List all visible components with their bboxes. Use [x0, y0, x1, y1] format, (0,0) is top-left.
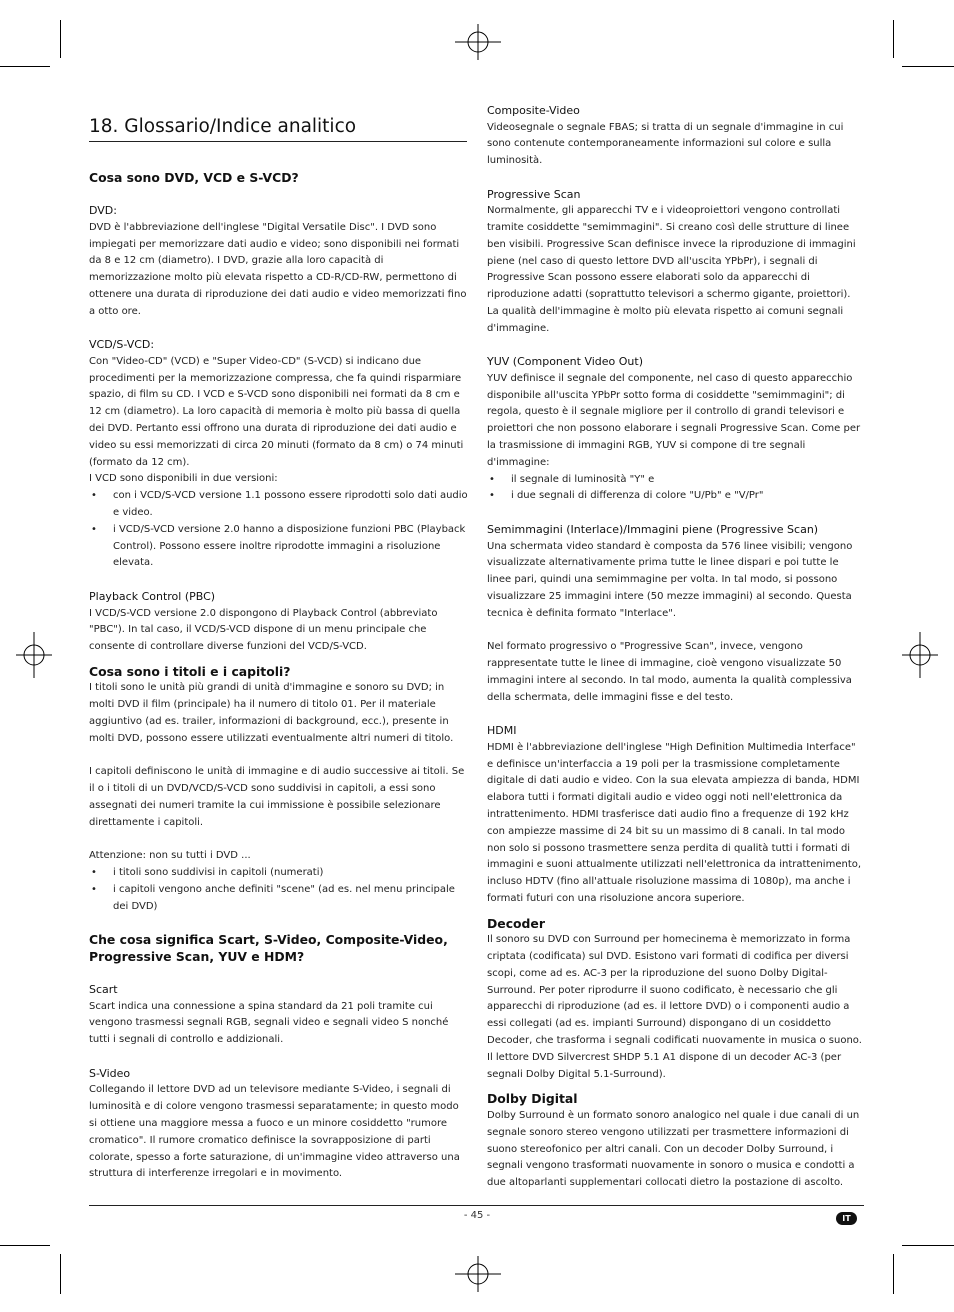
registration-mark-bottom [455, 1256, 501, 1292]
crop-mark [60, 20, 61, 58]
scart-label: Scart [89, 983, 118, 997]
svideo-label: S-Video [89, 1066, 131, 1080]
crop-mark [0, 66, 50, 67]
progressive-label: Progressive Scan [487, 187, 581, 201]
hdmi-text: HDMI è l'abbreviazione dell'inglese "High Definition Multimedia Interface" e definisce un'interfaccia a 19 poli per la trasmissione completamente digitale di dati audio e video. Con la sua elevata ampiezza di banda, HDMI elabora tutti i formati digitali audio e video oggi noti nell'elettronica da intrattenimento. HDMI trasferisce dati audio fino a frequenze di 192 kHz con ampiezze massime di 24 bit su un massimo di 8 canali. In tal modo non solo si possono trasmettere senza perdita di qualità tutti i formati di immagini e suoni attualmente utilizzati nell'elettronica da intrattenimento, incluso HDTV (fino all'attuale risoluzione massima di 1080p), ma anche i formati futuri con una risoluzione ancora superiore. [487, 741, 862, 904]
list-item: • i titoli sono suddivisi in capitoli (numerati) [89, 865, 468, 882]
dolby-text: Dolby Surround è un formato sonoro analogico nel quale i due canali di un segnale sonoro stereo vengono utilizzati per trasmettere informazioni di suono stereofonico per altri canali. Con un decoder Dolby Surround, i segnali vengono trasformati nuovamente in sonoro o musica e condotti a due altoparlanti supplementari collocati dietro la postazione di ascolto. [487, 1109, 860, 1189]
svideo-text: Collegando il lettore DVD ad un televisore mediante S-Video, i segnali di luminosità e di colore vengono trasmessi separatamente; in questo modo si ottiene una maggiore messa a fuoco e un minore cosiddetto "rumore cromatico". Il rumore cromatico definisce la sovrapposizione di parti colorate, spesso a forte saturazione, di un'immagine video attraverso una struttura di interferenze irregolari e in movimento. [89, 1084, 460, 1180]
progressive-text: Normalmente, gli apparecchi TV e i videoproiettori vengono controllati tramite cosiddette "semimmagini". Si creano così delle strutture di linee ben visibili. Progressive Scan definisce invece la riproduzione di immagini piene (nel caso di questo lettore DVD all'uscita YPbPr), i segnali di Progressive Scan possono essere elaborati solo da apparecchi di riproduzione adatti (soprattutto televisori a schermo gigante, proiettori). La qualità dell'immagine è molto più elevata rispetto ai comuni segnali d'immagine. [487, 205, 856, 334]
decoder-model-text: Il lettore DVD Silvercrest SHDP 5.1 A1 dispone di un decoder AC-3 (per segnali Dolby Digital 5.1-Surround). [487, 1051, 842, 1080]
crop-mark [893, 1254, 894, 1294]
section-heading-dvd: Cosa sono DVD, VCD e S-VCD? [89, 170, 299, 185]
yuv-text: YUV definisce il segnale del componente, nel caso di questo apparecchio disponibile all'uscita YPbPr sotto forma di cosiddette "semimmagini"; di regola, questo è il segnale migliore per il controllo di grandi televisori e proiettori che non possono elaborare i segnali Progressive Scan. Come per la trasmissione di immagini RGB, YUV si compone di tre segnali d'immagine: [487, 372, 861, 468]
registration-mark-top [455, 24, 501, 60]
pbc-text: I VCD/S-VCD versione 2.0 dispongono di Playback Control (abbreviato "PBC"). In tal caso, il VCD/S-VCD dispone di un menu principale che consente di controllare diverse funzioni del VCD/S-VCD. [89, 607, 438, 653]
list-item: • i due segnali di differenza di colore "U/Pb" e "V/Pr" [487, 488, 864, 505]
progressive-format-text: Nel formato progressivo o "Progressive Scan", invece, vengono rappresentate tutte le linee di immagine, cioè vengono visualizzate 50 immagini intere al secondo. In tal modo, aumenta la qualità complessiva della schermata, delle immagini fisse e del testo. [487, 641, 852, 703]
section-heading-titles: Cosa sono i titoli e i capitoli? [89, 663, 291, 679]
list-item: • il segnale di luminosità "Y" e [487, 472, 864, 489]
attention-note: Attenzione: non su tutti i DVD ... [89, 850, 251, 862]
page-title: 18. Glossario/Indice analitico [89, 115, 467, 142]
list-item: • con i VCD/S-VCD versione 1.1 possono essere riprodotti solo dati audio e video. [89, 488, 468, 522]
vcd-text: Con "Video-CD" (VCD) e "Super Video-CD" (S-VCD) si indicano due procedimenti per la memorizzazione compressa, che fa quindi risparmiare spazio, di film su CD. I VCD e S-VCD sono disponibili nei formati da 8 cm e 12 cm (diametro). La loro capacità di memoria è molto più bassa di quella dei DVD. Pertanto essi offrono una durata di riproduzione dei dati audio e video su essi memorizzati di circa 20 minuti (formato da 8 cm) o 74 minuti (formato da 12 cm). [89, 355, 464, 468]
interlace-label: Semimmagini (Interlace)/Immagini piene (Progressive Scan) [487, 523, 819, 537]
dvd-text: DVD è l'abbreviazione dell'inglese "Digital Versatile Disc". I DVD sono impiegati per memorizzare dati audio e video; sono disponibili nei formati da 8 e 12 cm (diametro). I DVD, grazie alla loro capacità di memorizzazione molto più elevata rispetto a CD-R/CD-RW, permettono di ottenere una durata di riproduzione dei dati audio e video memorizzati fino a otto ore. [89, 221, 467, 317]
dvd-label: DVD: [89, 204, 117, 218]
section-heading-dolby: Dolby Digital [487, 1091, 578, 1107]
chapters-text: I capitoli definiscono le unità di immagine e di audio successive ai titoli. Se il o i titoli di un DVD/VCD/S-VCD sono suddivisi in capitoli, a essi sono assegnati dei numeri tramite la cui immissione è possibile selezionare direttamente i capitoli. [89, 766, 465, 828]
page-number: - 45 - [463, 1210, 491, 1221]
yuv-bullet-list [487, 472, 864, 506]
right-column [487, 103, 864, 1192]
composite-text: Videosegnale o segnale FBAS; si tratta di un segnale d'immagine in cui sono contenute contemporaneamente informazioni sul colore e sulla luminosità. [487, 121, 844, 167]
pbc-label: Playback Control (PBC) [89, 590, 216, 604]
registration-mark-left [16, 632, 52, 678]
section-heading-connections: Che cosa significa Scart, S-Video, Composite-Video, Progressive Scan, YUV e HDM? [89, 932, 448, 964]
language-badge: IT [836, 1212, 857, 1225]
crop-mark [60, 1254, 61, 1294]
footer-divider [89, 1205, 864, 1206]
crop-mark [902, 66, 954, 67]
registration-mark-right [902, 632, 938, 678]
composite-label: Composite-Video [487, 104, 580, 117]
yuv-label: YUV (Component Video Out) [487, 355, 643, 369]
left-column [89, 170, 468, 1183]
vcd-bullet-list [89, 488, 468, 572]
crop-mark [893, 20, 894, 58]
crop-mark [0, 1245, 50, 1246]
interlace-text: Una schermata video standard è composta da 576 linee visibili; vengono visualizzate alternativamente prima tutte le linee dispari e poi tutte le linee pari, quindi una semimmagine per volta. In tal modo, si possono visualizzare 25 immagini intere (50 mezze immagini) al secondo. Questa tecnica è definita formato "Interlace". [487, 540, 853, 619]
scart-text: Scart indica una connessione a spina standard da 21 poli tramite cui vengono trasmessi segnali RGB, segnali video e segnali video S nonché tutti i segnali di controllo e addizionali. [89, 1000, 449, 1046]
list-item: • i VCD/S-VCD versione 2.0 hanno a disposizione funzioni PBC (Playback Control). Possono essere inoltre riprodotte immagini a risoluzione elevata. [89, 522, 468, 572]
crop-mark [902, 1245, 954, 1246]
decoder-text: Il sonoro su DVD con Surround per homecinema è memorizzato in forma criptata (codificata) sul DVD. Esistono vari formati di codifica per diversi scopi, come ad es. AC-3 per la riproduzione del suono Dolby Digital-Surround. Per poter riprodurre il suono codificato, è necessario che gli apparecchi di riproduzione (ad es. il lettore DVD) o i componenti audio a essi collegati (ad es. impianti Surround) dispongano di un cosiddetto Decoder, che trasforma i segnali codificati nuovamente in musica o suono. [487, 934, 862, 1047]
section-heading-decoder: Decoder [487, 915, 545, 931]
vcd-label: VCD/S-VCD: [89, 338, 155, 352]
chapters-bullet-list [89, 865, 468, 915]
list-item: • i capitoli vengono anche definiti "scene" (ad es. nel menu principale dei DVD) [89, 882, 468, 916]
vcd-versions: I VCD sono disponibili in due versioni: [89, 473, 278, 485]
titles-text: I titoli sono le unità più grandi di unità d'immagine e sonoro su DVD; in molti DVD il film (principale) ha il numero di titolo 01. Per il materiale aggiuntivo (ad es. trailer, informazioni di background, ecc.), presente in molti DVD, possono essere utilizzati eventualmente altri numeri di titolo. [89, 682, 454, 744]
hdmi-label: HDMI [487, 724, 517, 738]
